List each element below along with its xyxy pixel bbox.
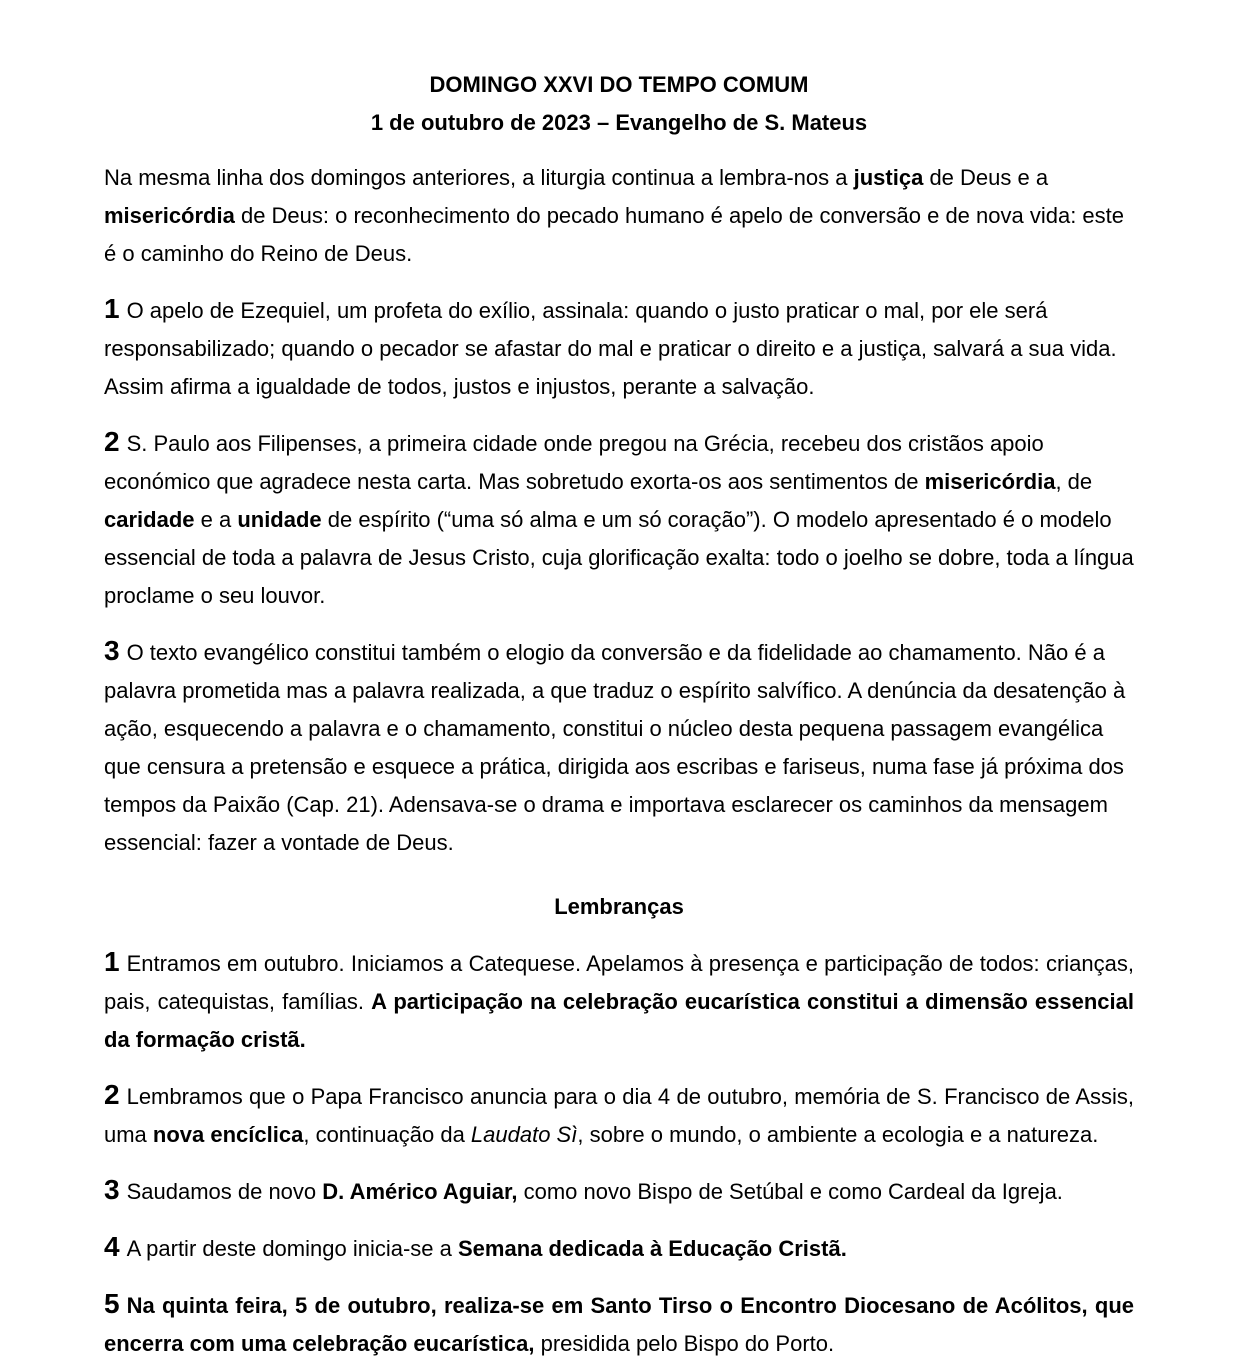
section-heading-lembrancas: Lembranças bbox=[554, 894, 684, 919]
paragraph-number: 2 bbox=[104, 1079, 120, 1110]
commentary-paragraph-2 bbox=[104, 423, 1134, 615]
paragraph-number: 1 bbox=[104, 293, 120, 324]
paragraph-text: Lembramos que o Papa Francisco anuncia para o dia 4 de outubro, memória de S. Francisco de Assis, uma nova encíclica, continuação da Laudato Sì, sobre o mundo, o ambiente a ecologia e a natureza. bbox=[104, 1084, 1134, 1147]
document-title: DOMINGO XXVI DO TEMPO COMUM bbox=[429, 72, 809, 97]
reminder-item-2 bbox=[104, 1076, 1134, 1154]
commentary-paragraph-3 bbox=[104, 632, 1134, 862]
commentary-paragraph-1 bbox=[104, 290, 1134, 406]
paragraph-text: Entramos em outubro. Iniciamos a Catequese. Apelamos à presença e participação de todos: crianças, pais, catequistas, famílias. A participação na celebração eucarística constitui a dimensão essencial da formação cristã. bbox=[104, 951, 1135, 1052]
paragraph-text: O texto evangélico constitui também o elogio da conversão e da fidelidade ao chamamento. Não é a palavra prometida mas a palavra realizada, a que traduz o espírito salvífico. A denúncia da desatenção à ação, esquecendo a palavra e o chamamento, constitui o núcleo desta pequena passagem evangélica que censura a pretensão e esquece a prática, dirigida aos escribas e fariseus, numa fase já próxima dos tempos da Paixão (Cap. 21). Adensava-se o drama e importava esclarecer os caminhos da mensagem essencial: fazer a vontade de Deus. bbox=[104, 640, 1126, 855]
paragraph-text: O apelo de Ezequiel, um profeta do exílio, assinala: quando o justo praticar o mal, por ele será responsabilizado; quando o pecador se afastar do mal e praticar o direito e a justiça, salvará a sua vida. Assim afirma a igualdade de todos, justos e injustos, perante a salvação. bbox=[104, 298, 1117, 399]
reminder-item-5 bbox=[104, 1285, 1134, 1363]
paragraph-text: Na quinta feira, 5 de outubro, realiza-se em Santo Tirso o Encontro Diocesano de Acólitos, que encerra com uma celebração eucarística, presidida pelo Bispo do Porto. bbox=[104, 1293, 1134, 1356]
reminder-item-4 bbox=[104, 1228, 1134, 1268]
paragraph-number: 5 bbox=[104, 1288, 120, 1319]
paragraph-number: 3 bbox=[104, 635, 120, 666]
document-subtitle: 1 de outubro de 2023 – Evangelho de S. Mateus bbox=[370, 110, 868, 135]
paragraph-number: 3 bbox=[104, 1174, 120, 1205]
paragraph-number: 1 bbox=[104, 946, 120, 977]
reminder-item-1 bbox=[104, 943, 1134, 1059]
paragraph-text: Saudamos de novo D. Américo Aguiar, como novo Bispo de Setúbal e como Cardeal da Igreja. bbox=[126, 1179, 1063, 1204]
paragraph-text: S. Paulo aos Filipenses, a primeira cidade onde pregou na Grécia, recebeu dos cristãos apoio económico que agradece nesta carta. Mas sobretudo exorta-os aos sentimentos de misericórdia, de caridade e a unidade de espírito (“uma só alma e um só coração”). O modelo apresentado é o modelo essencial de toda a palavra de Jesus Cristo, cuja glorificação exalta: todo o joelho se dobre, toda a língua proclame o seu louvor. bbox=[104, 431, 1134, 608]
intro-paragraph: Na mesma linha dos domingos anteriores, a liturgia continua a lembra-nos a justiça de Deus e a misericórdia de Deus: o reconhecimento do pecado humano é apelo de conversão e de nova vida: este é o caminho do Reino de Deus. bbox=[104, 165, 1125, 266]
paragraph-number: 4 bbox=[104, 1231, 120, 1262]
reminder-item-3 bbox=[104, 1171, 1134, 1211]
paragraph-number: 2 bbox=[104, 426, 120, 457]
paragraph-text: A partir deste domingo inicia-se a Semana dedicada à Educação Cristã. bbox=[126, 1236, 847, 1261]
